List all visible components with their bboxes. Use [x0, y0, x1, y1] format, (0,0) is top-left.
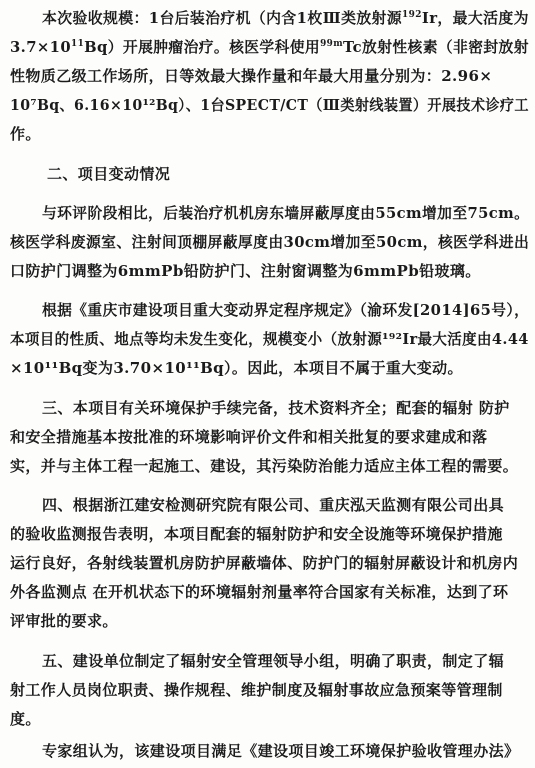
text-segment: Tc放射性核素（非密封放射	[342, 38, 529, 56]
text-line-23: 度。	[10, 710, 41, 728]
text-segment: Bq）开展肿瘤治疗。核医学科使用	[84, 38, 321, 56]
text-line-14: 和安全措施基本按批准的环境影响评价文件和相关批复的要求建成和落	[10, 428, 488, 446]
text-line-7: 与环评阶段相比，后装治疗机机房东墙屏蔽厚度由55cm增加至75cm。	[42, 204, 530, 222]
section-heading: 二、项目变动情况	[47, 165, 171, 183]
text-line-1	[42, 8, 529, 28]
text-line-18: 运行良好，各射线装置机房防护屏蔽墙体、防护门的辐射屏蔽设计和机房内	[10, 554, 519, 572]
text-line-24: 专家组认为，该建设项目满足《建设项目竣工环境保护验收管理办法》	[42, 742, 520, 760]
text-line-21: 五、建设单位制定了辐射安全管理领导小组，明确了职责，制定了辐	[42, 652, 505, 670]
text-line-17: 的验收监测报告表明，本项目配套的辐射防护和安全设施等环境保护措施	[10, 525, 503, 543]
text-line-8: 核医学科废源室、注射间顶棚屏蔽厚度由30cm增加至50cm，核医学科进出	[10, 233, 530, 251]
superscript: 99m	[320, 39, 343, 49]
text-segment: 1台后装治疗机（内含1枚Ⅲ类放射源	[148, 9, 403, 27]
text-line-15: 实，并与主体工程一起施工、建设，其污染防治能力适应主体工程的需要。	[10, 457, 519, 475]
text-segment: Ir，最大活度为	[421, 9, 529, 27]
text-line-13: 三、本项目有关环境保护手续完备，技术资料齐全；配套的辐射 防护	[42, 399, 510, 417]
text-line-20: 评审批的要求。	[10, 612, 118, 630]
text-line-10: 根据《重庆市建设项目重大变动界定程序规定》（渝环发[2014]65号），	[42, 301, 530, 319]
text-line-4: 10⁷Bq、6.16×10¹²Bq）、1台SPECT/CT（Ⅲ类射线装置）开展技术诊疗工	[10, 96, 529, 114]
text-line-19: 外各监测点 在开机状态下的环境辐射剂量率符合国家有关标准，达到了环	[10, 583, 509, 601]
text-line-12: ×10¹¹Bq变为3.70×10¹¹Bq）。因此，本项目不属于重大变动。	[10, 359, 463, 377]
superscript: 192	[402, 10, 422, 20]
text-line-2	[10, 37, 529, 57]
text-line-22: 射工作人员岗位职责、操作规程、维护制度及辐射事故应急预案等管理制	[10, 681, 503, 699]
text-line-11: 本项目的性质、地点等均未发生变化，规模变小（放射源¹⁹²Ir最大活度由4.44	[10, 330, 529, 348]
text-line-5: 作。	[10, 125, 41, 143]
text-line-3: 性物质乙级工作场所，日等效最大操作量和年最大用量分别为：2.96×	[10, 67, 493, 85]
text-line-16: 四、根据浙江建安检测研究院有限公司、重庆泓天监测有限公司出具	[42, 496, 505, 514]
text-segment: 本次验收规模：	[42, 9, 149, 27]
superscript: 11	[71, 39, 85, 49]
text-segment: 3.7×10	[10, 38, 72, 56]
text-line-9: 口防护门调整为6mmPb铅防护门、注射窗调整为6mmPb铅玻璃。	[10, 262, 481, 280]
